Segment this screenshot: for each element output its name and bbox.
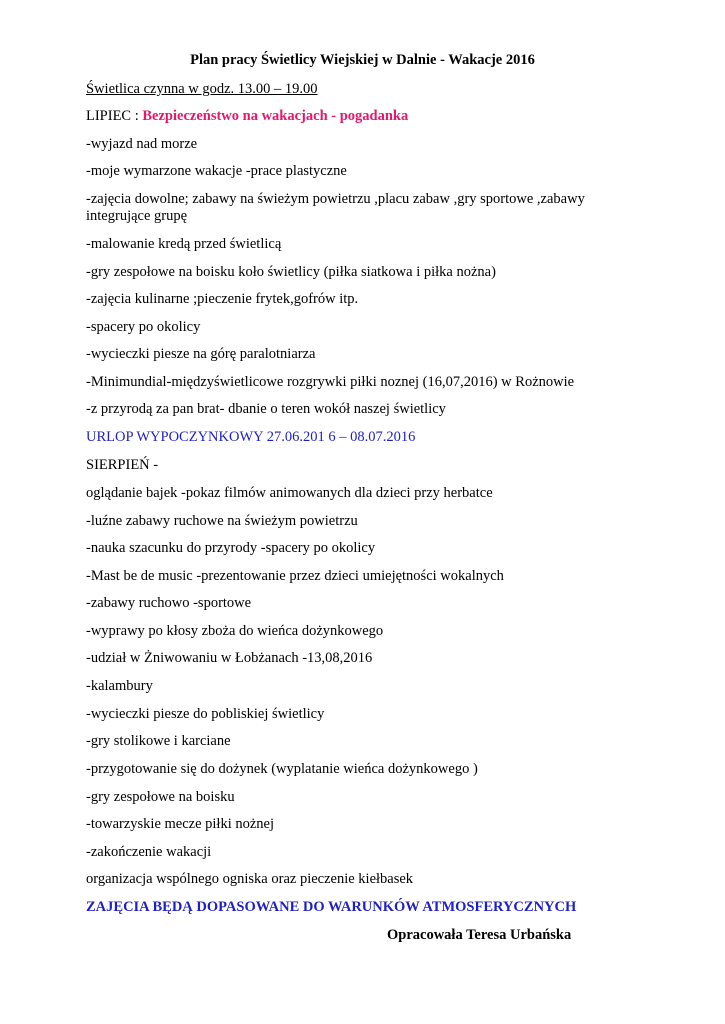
- august-item: -zabawy ruchowo -sportowe: [86, 595, 252, 611]
- august-item: organizacja wspólnego ogniska oraz pieczenie kiełbasek: [86, 871, 414, 887]
- weather-notice: ZAJĘCIA BĘDĄ DOPASOWANE DO WARUNKÓW ATMOSFERYCZNYCH: [86, 899, 577, 915]
- august-item: -wycieczki piesze do pobliskiej świetlicy: [86, 706, 325, 722]
- july-item: -Minimundial-międzyświetlicowe rozgrywki piłki noznej (16,07,2016) w Rożnowie: [86, 374, 575, 390]
- july-item: -z przyrodą za pan brat- dbanie o teren wokół naszej świetlicy: [86, 401, 446, 417]
- july-item: -gry zespołowe na boisku koło świetlicy (piłka siatkowa i piłka nożna): [86, 264, 496, 280]
- august-item: -gry stolikowe i karciane: [86, 733, 231, 749]
- august-item: oglądanie bajek -pokaz filmów animowanych dla dzieci przy herbatce: [86, 485, 493, 501]
- august-item: -wyprawy po kłosy zboża do wieńca dożynkowego: [86, 623, 384, 639]
- august-item: -luźne zabawy ruchowe na świeżym powietrzu: [86, 513, 358, 529]
- document-title: Plan pracy Świetlicy Wiejskiej w Dalnie - Wakacje 2016: [190, 52, 535, 68]
- july-label: LIPIEC :: [86, 108, 143, 124]
- opening-hours: Świetlica czynna w godz. 13.00 – 19.00: [86, 81, 318, 97]
- august-item: -gry zespołowe na boisku: [86, 789, 235, 805]
- august-item: -Mast be de music -prezentowanie przez dzieci umiejętności wokalnych: [86, 568, 504, 584]
- august-item: -przygotowanie się do dożynek (wyplatanie wieńca dożynkowego ): [86, 761, 478, 777]
- july-item: -malowanie kredą przed świetlicą: [86, 236, 282, 252]
- august-item: -kalambury: [86, 678, 153, 694]
- july-item: -spacery po okolicy: [86, 319, 201, 335]
- august-item: -udział w Żniwowaniu w Łobżanach -13,08,2016: [86, 650, 373, 666]
- july-item: -zajęcia kulinarne ;pieczenie frytek,gofrów itp.: [86, 291, 359, 307]
- july-item-continuation: integrujące grupę: [86, 208, 188, 224]
- august-item: -zakończenie wakacji: [86, 844, 212, 860]
- august-heading: SIERPIEŃ -: [86, 457, 159, 473]
- july-topic: Bezpieczeństwo na wakacjach - pogadanka: [142, 108, 409, 124]
- vacation-leave: URLOP WYPOCZYNKOWY 27.06.201 6 – 08.07.2016: [86, 429, 416, 445]
- author-signature: Opracowała Teresa Urbańska: [387, 927, 572, 943]
- july-item: -wycieczki piesze na górę paralotniarza: [86, 346, 316, 362]
- august-item: -nauka szacunku do przyrody -spacery po okolicy: [86, 540, 376, 556]
- august-item: -towarzyskie mecze piłki nożnej: [86, 816, 275, 832]
- july-item: -wyjazd nad morze: [86, 136, 198, 152]
- july-item: -zajęcia dowolne; zabawy na świeżym powietrzu ,placu zabaw ,gry sportowe ,zabawy: [86, 191, 585, 207]
- july-heading: [86, 108, 408, 125]
- july-item: -moje wymarzone wakacje -prace plastyczne: [86, 163, 347, 179]
